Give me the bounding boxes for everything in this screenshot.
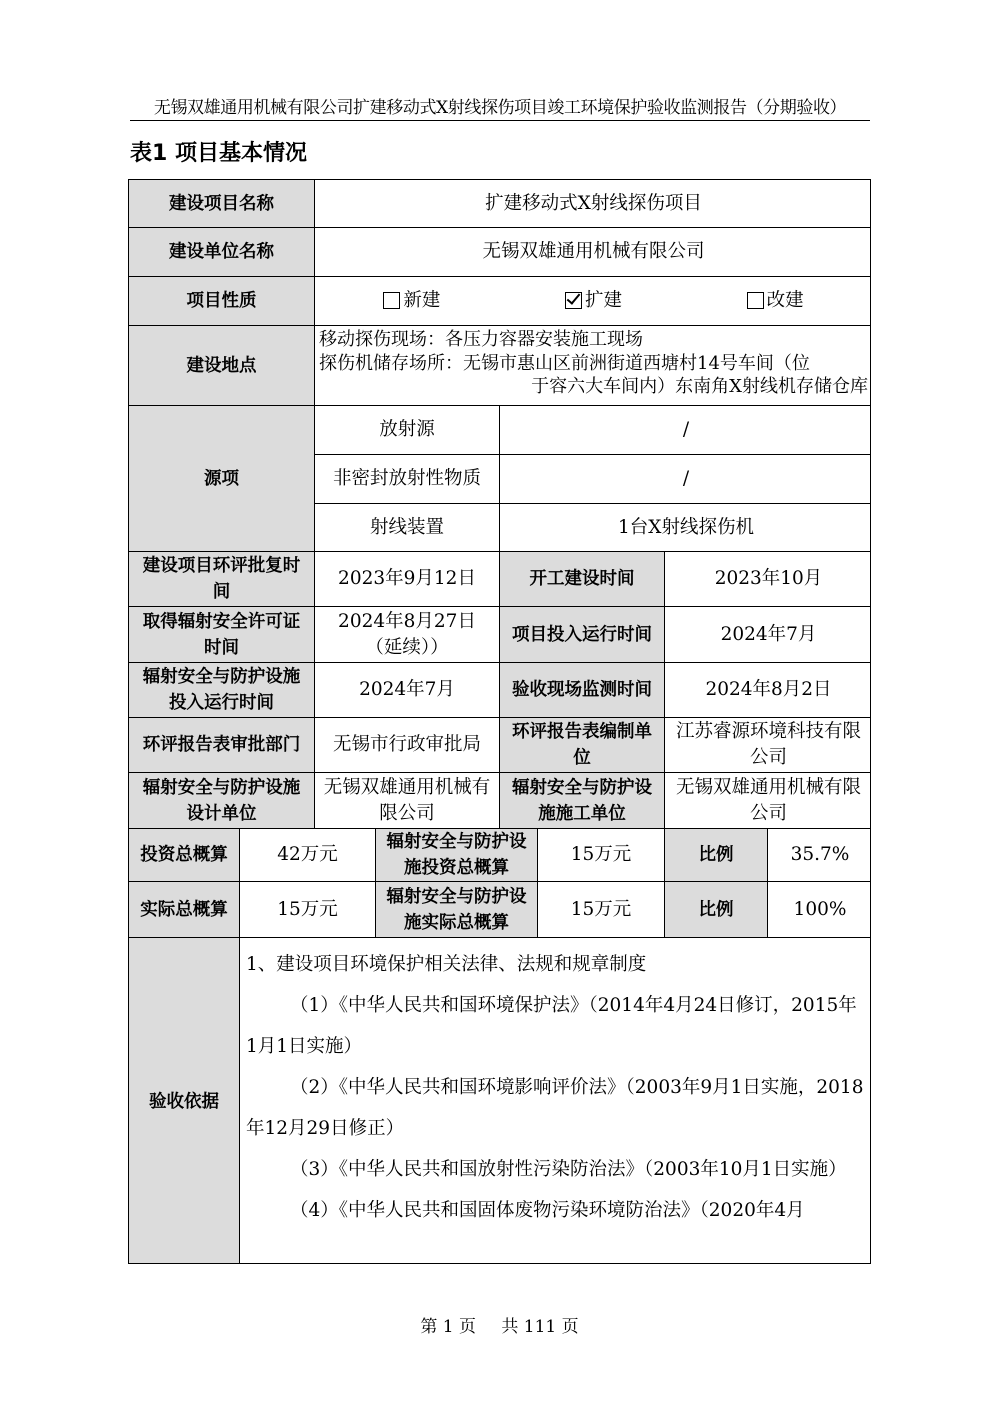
operation-time-label: 项目投入运行时间 bbox=[500, 607, 665, 663]
location-line-1: 移动探伤现场：各压力容器安装施工现场 bbox=[319, 329, 643, 350]
report-compiler-label: 环评报告表编制单位 bbox=[500, 718, 665, 773]
project-nature-options bbox=[315, 277, 871, 326]
safety-actual-value: 15万元 bbox=[538, 882, 665, 938]
actual-label: 实际总概算 bbox=[129, 882, 240, 938]
safety-facility-time-value: 2024年7月 bbox=[315, 663, 500, 718]
nature-option-rebuild: 改建 bbox=[747, 288, 804, 314]
project-name-value: 扩建移动式X射线探伤项目 bbox=[315, 180, 871, 228]
safety-investment-value: 15万元 bbox=[538, 829, 665, 882]
source-row-name: 射线装置 bbox=[315, 504, 500, 552]
project-nature-label: 项目性质 bbox=[129, 277, 315, 326]
header-rule bbox=[130, 120, 870, 121]
source-row-name: 放射源 bbox=[315, 406, 500, 455]
operation-time-value: 2024年7月 bbox=[665, 607, 871, 663]
project-basic-info-table bbox=[128, 179, 871, 1264]
unit-name-value: 无锡双雄通用机械有限公司 bbox=[315, 228, 871, 277]
license-time-value: 2024年8月27日（延续）） bbox=[315, 607, 500, 663]
approval-dept-label: 环评报告表审批部门 bbox=[129, 718, 315, 773]
basis-content bbox=[240, 938, 871, 1264]
page-footer bbox=[0, 1312, 999, 1337]
safety-investment-label: 辐射安全与防护设施投资总概算 bbox=[376, 829, 538, 882]
actual-value: 15万元 bbox=[240, 882, 376, 938]
actual-ratio-value: 100% bbox=[768, 882, 871, 938]
page-total: 共 111 页 bbox=[501, 1317, 579, 1337]
source-row-value: / bbox=[500, 406, 871, 455]
construction-start-label: 开工建设时间 bbox=[500, 552, 665, 607]
build-unit-value: 无锡双雄通用机械有限公司 bbox=[665, 773, 871, 829]
source-row-value: 1台X射线探伤机 bbox=[500, 504, 871, 552]
investment-value: 42万元 bbox=[240, 829, 376, 882]
running-header: 无锡双雄通用机械有限公司扩建移动式X射线探伤项目竣工环境保护验收监测报告（分期验收） bbox=[153, 98, 847, 118]
actual-ratio-label: 比例 bbox=[665, 882, 768, 938]
basis-heading: 1、建设项目环境保护相关法律、法规和规章制度 bbox=[246, 954, 647, 975]
report-compiler-value: 江苏睿源环境科技有限公司 bbox=[665, 718, 871, 773]
checkbox-checked-icon bbox=[565, 292, 582, 309]
basis-item: （4）《中华人民共和国固体废物污染环境防治法》（2020年4月 bbox=[290, 1200, 805, 1221]
monitoring-time-label: 验收现场监测时间 bbox=[500, 663, 665, 718]
license-time-label: 取得辐射安全许可证时间 bbox=[129, 607, 315, 663]
design-unit-label: 辐射安全与防护设施设计单位 bbox=[129, 773, 315, 829]
location-label: 建设地点 bbox=[129, 326, 315, 406]
location-value bbox=[315, 326, 871, 406]
source-row-name: 非密封放射性物质 bbox=[315, 455, 500, 504]
eia-approval-time-label: 建设项目环评批复时间 bbox=[129, 552, 315, 607]
investment-ratio-label: 比例 bbox=[665, 829, 768, 882]
checkbox-unchecked-icon bbox=[383, 292, 400, 309]
investment-label: 投资总概算 bbox=[129, 829, 240, 882]
nature-option-expand: 扩建 bbox=[565, 288, 622, 314]
location-line-2: 探伤机储存场所：无锡市惠山区前洲街道西塘村14号车间（位 bbox=[319, 352, 810, 374]
source-row-value: / bbox=[500, 455, 871, 504]
basis-item: （3）《中华人民共和国放射性污染防治法》（2003年10月1日实施） bbox=[290, 1159, 847, 1180]
source-label: 源项 bbox=[129, 406, 315, 552]
construction-start-value: 2023年10月 bbox=[665, 552, 871, 607]
location-line-3: 于容六大车间内）东南角X射线机存储仓库 bbox=[531, 376, 868, 397]
design-unit-value: 无锡双雄通用机械有限公司 bbox=[315, 773, 500, 829]
nature-option-new: 新建 bbox=[383, 288, 440, 314]
basis-item: （2）《中华人民共和国环境影响评价法》（2003年9月1日实施，2018年12月29日修正） bbox=[246, 1077, 864, 1139]
basis-label: 验收依据 bbox=[129, 938, 240, 1264]
basis-item: （1）《中华人民共和国环境保护法》（2014年4月24日修订，2015年1月1日实施） bbox=[246, 995, 857, 1057]
checkbox-unchecked-icon bbox=[747, 292, 764, 309]
approval-dept-value: 无锡市行政审批局 bbox=[315, 718, 500, 773]
monitoring-time-value: 2024年8月2日 bbox=[665, 663, 871, 718]
build-unit-label: 辐射安全与防护设施施工单位 bbox=[500, 773, 665, 829]
project-name-label: 建设项目名称 bbox=[129, 180, 315, 228]
investment-ratio-value: 35.7% bbox=[768, 829, 871, 882]
unit-name-label: 建设单位名称 bbox=[129, 228, 315, 277]
safety-facility-time-label: 辐射安全与防护设施投入运行时间 bbox=[129, 663, 315, 718]
page-number: 第 1 页 bbox=[420, 1317, 476, 1337]
safety-actual-label: 辐射安全与防护设施实际总概算 bbox=[376, 882, 538, 938]
section-title: 表1 项目基本情况 bbox=[130, 141, 307, 166]
eia-approval-time-value: 2023年9月12日 bbox=[315, 552, 500, 607]
